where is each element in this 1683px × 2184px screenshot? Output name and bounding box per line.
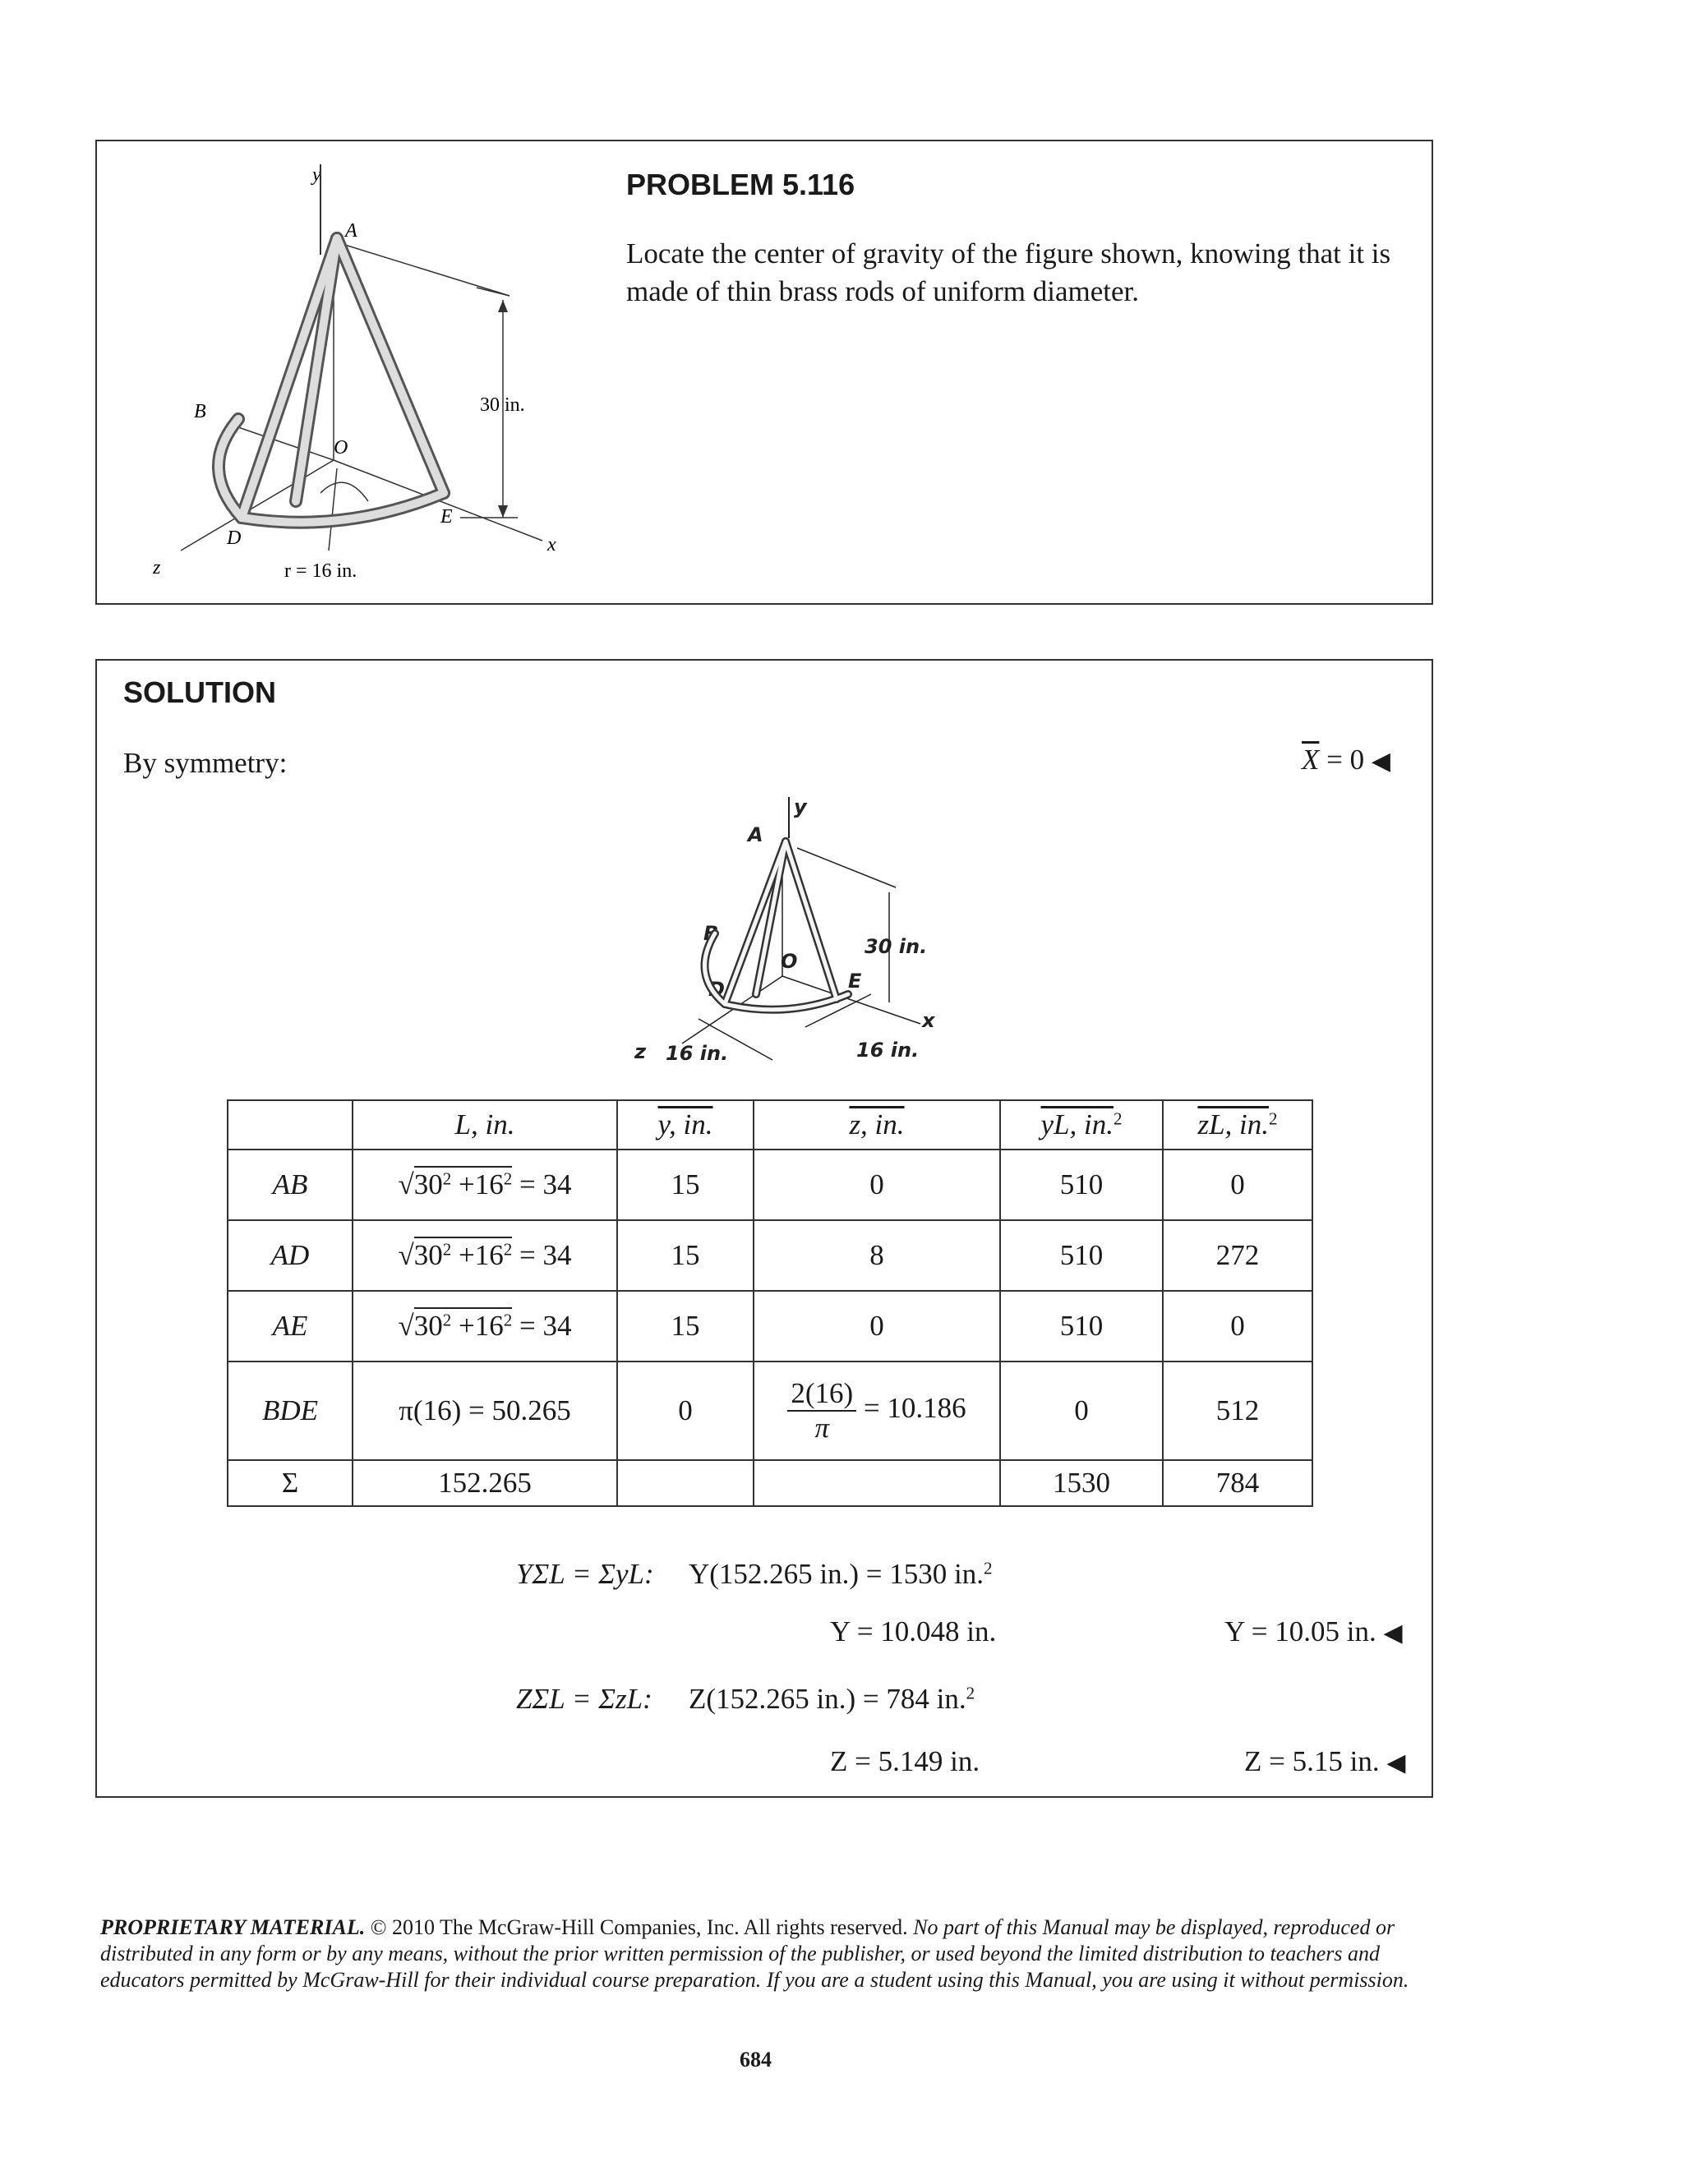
row-z: 0 — [754, 1150, 1000, 1220]
problem-statement-line2: made of thin brass rods of uniform diameter. — [626, 275, 1140, 307]
row-y: 0 — [617, 1362, 754, 1460]
fig1-label-z: z — [153, 557, 161, 578]
fig1-radius: r = 16 in. — [284, 560, 357, 582]
problem-title: PROBLEM 5.116 — [626, 168, 855, 201]
row-yL: 510 — [1000, 1150, 1163, 1220]
fig2-label-D: D — [708, 978, 725, 1001]
header-empty — [228, 1100, 353, 1150]
fig1-label-B: B — [194, 401, 206, 422]
sum-L: 152.265 — [353, 1460, 617, 1506]
header-z: z, in. — [754, 1100, 1000, 1150]
header-zL: zL, in.$^2$ — [1163, 1100, 1312, 1150]
row-zL: 512 — [1163, 1362, 1312, 1460]
z-final: Z = 5.15 in. ◀ — [1244, 1745, 1406, 1777]
sum-zL: 784 — [1163, 1460, 1312, 1506]
row-zL: 272 — [1163, 1220, 1312, 1291]
footer-bold-label: PROPRIETARY MATERIAL. — [100, 1915, 366, 1939]
x-result — [1302, 741, 1390, 781]
fig2-label-A: A — [748, 823, 763, 846]
fig2-height: 30 in. — [865, 935, 928, 958]
result-arrow-icon: ◀ — [1386, 1749, 1406, 1777]
row-z: $\frac{2(16)}{\pi}$ = 10.186 — [754, 1362, 1000, 1460]
row-y: 15 — [617, 1220, 754, 1291]
table-row — [228, 1362, 1312, 1460]
row-zL: 0 — [1163, 1150, 1312, 1220]
y-equation-left: YΣL = ΣyL: — [516, 1558, 654, 1590]
fig1-label-E: E — [440, 506, 453, 528]
table-sum-row — [228, 1460, 1312, 1506]
row-name: BDE — [228, 1362, 353, 1460]
sum-y — [617, 1460, 754, 1506]
solution-title: SOLUTION — [123, 675, 276, 709]
footer-copyright: © 2010 The McGraw-Hill Companies, Inc. All rights reserved. — [365, 1915, 908, 1939]
row-yL: 510 — [1000, 1220, 1163, 1291]
fig2-label-E: E — [848, 970, 862, 993]
z-equation-left: ZΣL = ΣzL: — [516, 1683, 652, 1715]
row-yL: 510 — [1000, 1291, 1163, 1362]
fig1-label-x: x — [547, 534, 556, 555]
fig1-label-A: A — [345, 220, 357, 242]
table-row — [228, 1150, 1312, 1220]
fig2-dim-right: 16 in. — [856, 1039, 920, 1062]
result-arrow-icon: ◀ — [1371, 747, 1390, 776]
row-yL: 0 — [1000, 1362, 1163, 1460]
solution-figure — [633, 789, 994, 1068]
problem-figure — [148, 156, 608, 592]
fig2-label-O: O — [781, 950, 798, 973]
row-z: 8 — [754, 1220, 1000, 1291]
row-zL: 0 — [1163, 1291, 1312, 1362]
header-yL: yL, in.$^2$ — [1000, 1100, 1163, 1150]
table-row — [228, 1220, 1312, 1291]
row-y: 15 — [617, 1291, 754, 1362]
row-L: π(16) = 50.265 — [353, 1362, 617, 1460]
row-z: 0 — [754, 1291, 1000, 1362]
x-result-symbol: $\overline{X}$ — [1302, 744, 1320, 776]
sum-name: Σ — [228, 1460, 353, 1506]
table-header-row — [228, 1100, 1312, 1150]
row-L: $√30^2 +16^2 = 34$ — [353, 1220, 617, 1291]
symmetry-text: By symmetry: — [123, 747, 288, 779]
z-calc: Z = 5.149 in. — [830, 1745, 980, 1777]
y-calc: Y = 10.048 in. — [830, 1615, 997, 1647]
result-arrow-icon: ◀ — [1383, 1619, 1403, 1647]
copyright-footer — [100, 1914, 1418, 1993]
fig2-label-x: x — [922, 1009, 935, 1032]
problem-statement-line1: Locate the center of gravity of the figure shown, knowing that it is — [626, 237, 1391, 270]
fig1-label-y: y — [312, 164, 321, 186]
page-number: 684 — [740, 2048, 772, 2071]
y-final: Y = 10.05 in. ◀ — [1224, 1615, 1403, 1647]
row-name: AE — [228, 1291, 353, 1362]
header-L: L, in. — [353, 1100, 617, 1150]
sum-z — [754, 1460, 1000, 1506]
row-L: $√30^2 +16^2 = 34$ — [353, 1150, 617, 1220]
sum-yL: 1530 — [1000, 1460, 1163, 1506]
row-name: AD — [228, 1220, 353, 1291]
row-name: AB — [228, 1150, 353, 1220]
fig2-dim-left: 16 in. — [666, 1042, 729, 1065]
row-y: 15 — [617, 1150, 754, 1220]
fig2-label-y: y — [794, 795, 807, 818]
fig2-label-B: B — [703, 922, 719, 945]
fig1-height: 30 in. — [480, 394, 525, 416]
fig1-label-O: O — [334, 437, 348, 458]
footer-italic-text: No part of this Manual may be displayed, reproduced or distributed in any form or by any means, without the prior written permission of the publisher, or used beyond the limited distribution to teachers and educators permitted by McGraw-Hill for their individual course preparation. If you are a student using this Manual, you are using it without permission. — [100, 1915, 1409, 1992]
centroid-table — [227, 1099, 1313, 1507]
y-equation-right: Y(152.265 in.) = 1530 in.$^2$ — [689, 1558, 993, 1590]
fig1-label-D: D — [227, 528, 242, 549]
header-y: y, in. — [617, 1100, 754, 1150]
row-L: $√30^2 +16^2 = 34$ — [353, 1291, 617, 1362]
table-row — [228, 1291, 1312, 1362]
x-result-value: = 0 — [1319, 744, 1365, 776]
z-equation-right: Z(152.265 in.) = 784 in.$^2$ — [689, 1683, 975, 1715]
fig2-label-z: z — [634, 1040, 646, 1063]
